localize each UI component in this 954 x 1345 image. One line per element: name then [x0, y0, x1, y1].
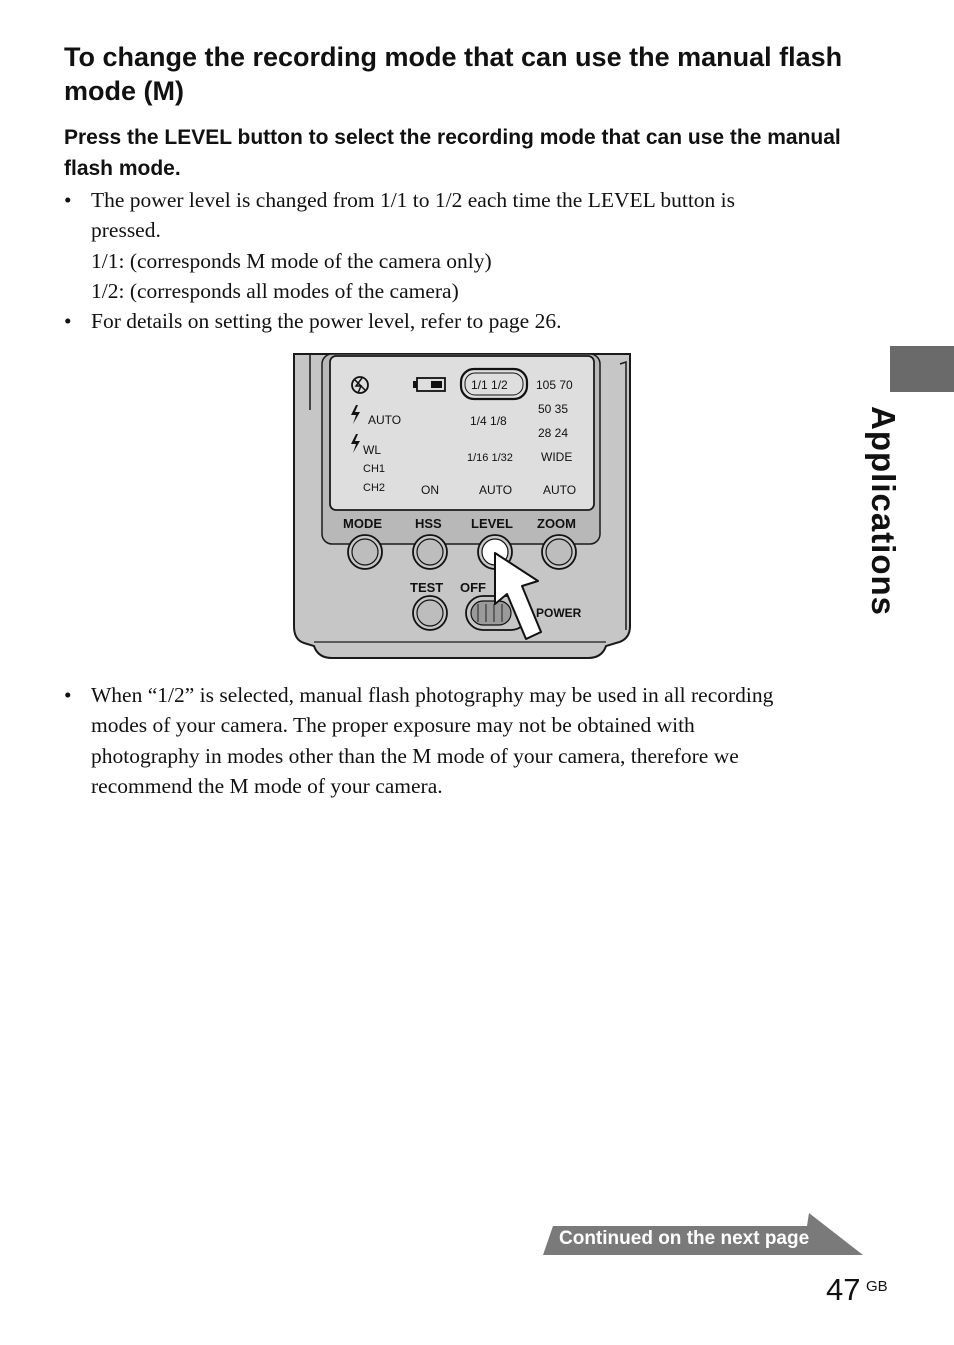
section-heading: To change the recording mode that can use the manual flash mode (M) [64, 42, 843, 106]
mode-label: MODE [343, 516, 382, 531]
bullet-line: photography in modes other than the M mode of your camera, therefore we [91, 743, 739, 768]
bullet-symbol: • [64, 188, 72, 212]
bullet-symbol: • [64, 309, 72, 334]
instruction-step: Press the LEVEL button to select the recording mode that can use the manual flash mode. [64, 126, 841, 180]
zoom-auto-label: AUTO [543, 483, 577, 497]
bullet-list-bottom [64, 680, 864, 801]
hss-on-label: ON [421, 483, 439, 497]
bullet-line: pressed. [91, 218, 161, 243]
bullet-line: 1/2: (corresponds all modes of the camera) [91, 278, 459, 303]
flash-control-panel-illustration [290, 350, 640, 665]
zoom-row-3: 28 24 [538, 426, 569, 440]
zoom-label: ZOOM [537, 516, 576, 531]
section-side-label [865, 406, 928, 626]
bullet-line: When “1/2” is selected, manual flash photography may be used in all recording [91, 683, 774, 707]
bullet-item [64, 680, 864, 801]
wireless-label: WL [363, 443, 381, 457]
level-row-1: 1/1 1/2 [471, 378, 508, 392]
level-label: LEVEL [471, 516, 513, 531]
flash-auto-label: AUTO [368, 413, 402, 427]
level-row-2: 1/4 1/8 [470, 414, 507, 428]
continued-text: Continued on the next page [559, 1228, 810, 1249]
channel-2-label: CH2 [363, 482, 386, 494]
bullet-line: recommend the M mode of your camera. [91, 773, 443, 798]
off-label: OFF [460, 580, 486, 595]
bullet-item [64, 185, 864, 306]
channel-1-label: CH1 [363, 463, 386, 475]
zoom-row-2: 50 35 [538, 402, 569, 416]
bullet-list-top [64, 185, 864, 336]
zoom-row-1: 105 70 [536, 378, 573, 392]
level-auto-label: AUTO [479, 483, 513, 497]
continued-banner [543, 1212, 865, 1256]
bullet-symbol: • [64, 683, 72, 707]
test-button[interactable] [413, 596, 447, 630]
section-side-label-text: Applications [865, 406, 902, 617]
mode-button[interactable] [348, 535, 382, 569]
bullet-line: modes of your camera. The proper exposure may not be obtained with [91, 713, 695, 738]
bullet-line: For details on setting the power level, refer to page 26. [91, 309, 562, 334]
section-tab-marker [890, 346, 954, 392]
hss-button[interactable] [413, 535, 447, 569]
zoom-button[interactable] [542, 535, 576, 569]
bullet-line: The power level is changed from 1/1 to 1/2 each time the LEVEL button is [91, 188, 736, 212]
hss-label: HSS [415, 516, 442, 531]
bullet-line: 1/1: (corresponds M mode of the camera only) [91, 248, 492, 273]
level-row-3: 1/16 1/32 [467, 452, 513, 464]
bullet-item [64, 306, 864, 336]
page-language-suffix: GB [866, 1278, 888, 1295]
power-label: POWER [536, 606, 582, 620]
zoom-wide-label: WIDE [541, 450, 573, 464]
page-number: 47 [826, 1272, 861, 1307]
test-label: TEST [410, 580, 444, 595]
